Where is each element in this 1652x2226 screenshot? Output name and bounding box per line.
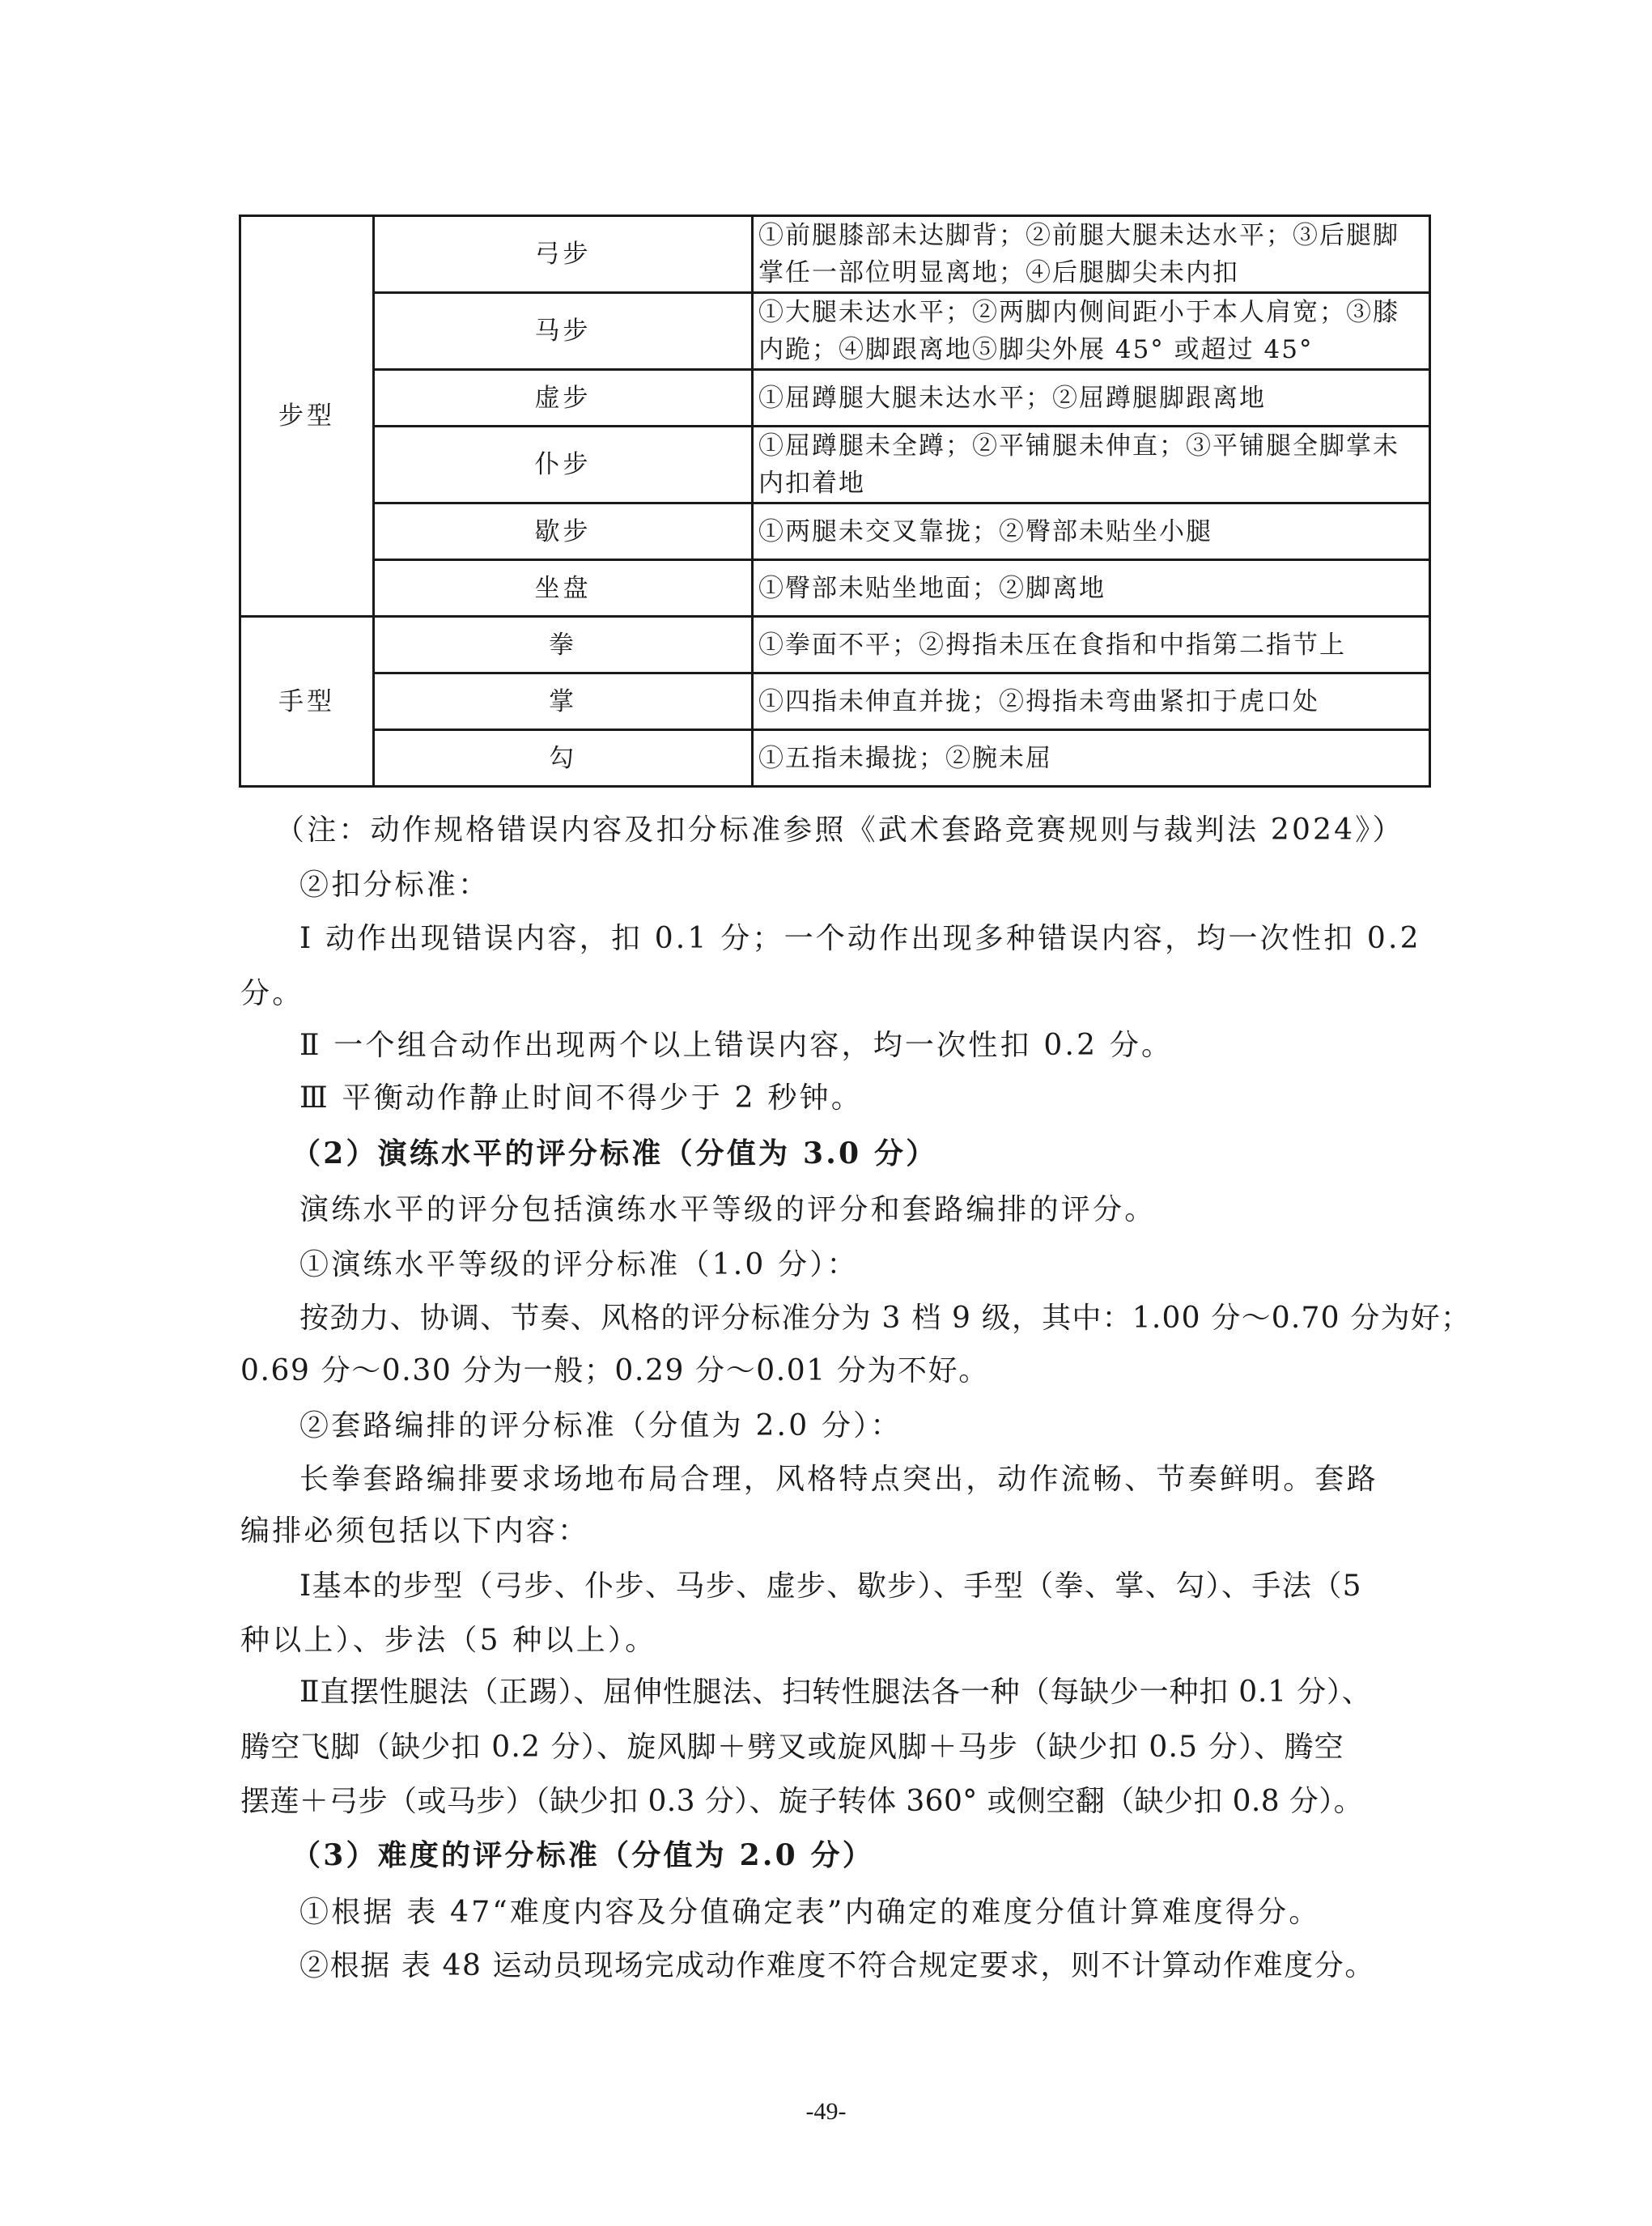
error-content-cell: ①臀部未贴坐地面；②脚离地 <box>753 560 1430 617</box>
action-name-cell: 仆步 <box>374 427 753 503</box>
table-row <box>240 216 1430 293</box>
choreography-text-cont: 编排必须包括以下内容： <box>240 1514 590 1548</box>
performance-intro: 演练水平的评分包括演练水平等级的评分和套路编排的评分。 <box>299 1193 1157 1226</box>
deduction-rule-1: Ⅰ 动作出现错误内容，扣 0.1 分；一个动作出现多种错误内容，均一次性扣 0.2 <box>299 922 1421 955</box>
action-spec-table <box>239 215 1431 788</box>
error-content-cell: ①屈蹲腿大腿未达水平；②屈蹲腿脚跟离地 <box>753 370 1430 427</box>
category-cell-stance: 步型 <box>240 216 374 617</box>
action-name-cell: 弓步 <box>374 216 753 293</box>
error-content-cell: ①四指未伸直并拢；②拇指未弯曲紧扣于虎口处 <box>753 673 1430 730</box>
category-cell-hand: 手型 <box>240 617 374 787</box>
action-name-cell: 虚步 <box>374 370 753 427</box>
action-name-cell: 歇步 <box>374 503 753 560</box>
deduction-rule-3: Ⅲ 平衡动作静止时间不得少于 2 秒钟。 <box>299 1081 863 1115</box>
level-text: 按劲力、协调、节奏、风格的评分标准分为 3 档 9 级，其中：1.00 分～0.70 分为好； <box>299 1302 1472 1335</box>
action-name-cell: 坐盘 <box>374 560 753 617</box>
table-row <box>240 560 1430 617</box>
action-name-cell: 掌 <box>374 673 753 730</box>
action-name-cell: 马步 <box>374 293 753 370</box>
table-row <box>240 503 1430 560</box>
error-content-cell: ①五指未撮拢；②腕未屈 <box>753 730 1430 787</box>
table-row <box>240 617 1430 673</box>
choreography-item-1-cont: 种以上）、步法（5 种以上）。 <box>240 1624 657 1657</box>
choreography-text: 长拳套路编排要求场地布局合理，风格特点突出，动作流畅、节奏鲜明。套路 <box>299 1463 1378 1496</box>
error-content-cell: ①拳面不平；②拇指未压在食指和中指第二指节上 <box>753 617 1430 673</box>
choreography-title: ②套路编排的评分标准（分值为 2.0 分）： <box>299 1409 902 1442</box>
level-text-cont: 0.69 分～0.30 分为一般；0.29 分～0.01 分为不好。 <box>240 1354 989 1387</box>
difficulty-rule-2: ②根据 表 48 运动员现场完成动作难度不符合规定要求，则不计算动作难度分。 <box>299 1949 1375 1982</box>
error-content-cell: ①前腿膝部未达脚背；②前腿大腿未达水平；③后腿脚掌任一部位明显离地；④后腿脚尖未内扣 <box>753 216 1430 293</box>
table-row <box>240 673 1430 730</box>
action-name-cell: 拳 <box>374 617 753 673</box>
choreography-item-2: Ⅱ直摆性腿法（正踢）、屈伸性腿法、扫转性腿法各一种（每缺少一种扣 0.1 分）、 <box>299 1676 1372 1709</box>
level-title: ①演练水平等级的评分标准（1.0 分）： <box>299 1248 859 1281</box>
error-content-cell: ①屈蹲腿未全蹲；②平铺腿未伸直；③平铺腿全脚掌未内扣着地 <box>753 427 1430 503</box>
deduction-title: ②扣分标准： <box>299 869 491 902</box>
deduction-rule-1-cont: 分。 <box>240 977 304 1010</box>
table-row <box>240 293 1430 370</box>
difficulty-rule-1: ①根据 表 47“难度内容及分值确定表”内确定的难度分值计算难度得分。 <box>299 1896 1321 1929</box>
table-row <box>240 370 1430 427</box>
table-row <box>240 730 1430 787</box>
choreography-item-1: Ⅰ基本的步型（弓步、仆步、马步、虚步、歇步）、手型（拳、掌、勾）、手法（5 <box>299 1570 1362 1603</box>
table-note: （注：动作规格错误内容及扣分标准参照《武术套路竞赛规则与裁判法 2024》） <box>275 814 1404 847</box>
page-number: -49- <box>805 2098 847 2125</box>
table-row <box>240 427 1430 503</box>
error-content-cell: ①两腿未交叉靠拢；②臀部未贴坐小腿 <box>753 503 1430 560</box>
section-heading-performance: （2）演练水平的评分标准（分值为 3.0 分） <box>291 1136 938 1170</box>
choreography-item-2-cont2: 摆莲＋弓步（或马步）（缺少扣 0.3 分）、旋子转体 360° 或侧空翻（缺少扣 0.8 分）。 <box>240 1785 1364 1818</box>
error-content-cell: ①大腿未达水平；②两脚内侧间距小于本人肩宽；③膝内跪；④脚跟离地⑤脚尖外展 45° 或超过 45° <box>753 293 1430 370</box>
action-name-cell: 勾 <box>374 730 753 787</box>
deduction-rule-2: Ⅱ 一个组合动作出现两个以上错误内容，均一次性扣 0.2 分。 <box>299 1029 1174 1062</box>
choreography-item-2-cont1: 腾空飞脚（缺少扣 0.2 分）、旋风脚＋劈叉或旋风脚＋马步（缺少扣 0.5 分）、腾空 <box>240 1731 1344 1764</box>
section-heading-difficulty: （3）难度的评分标准（分值为 2.0 分） <box>291 1838 874 1872</box>
